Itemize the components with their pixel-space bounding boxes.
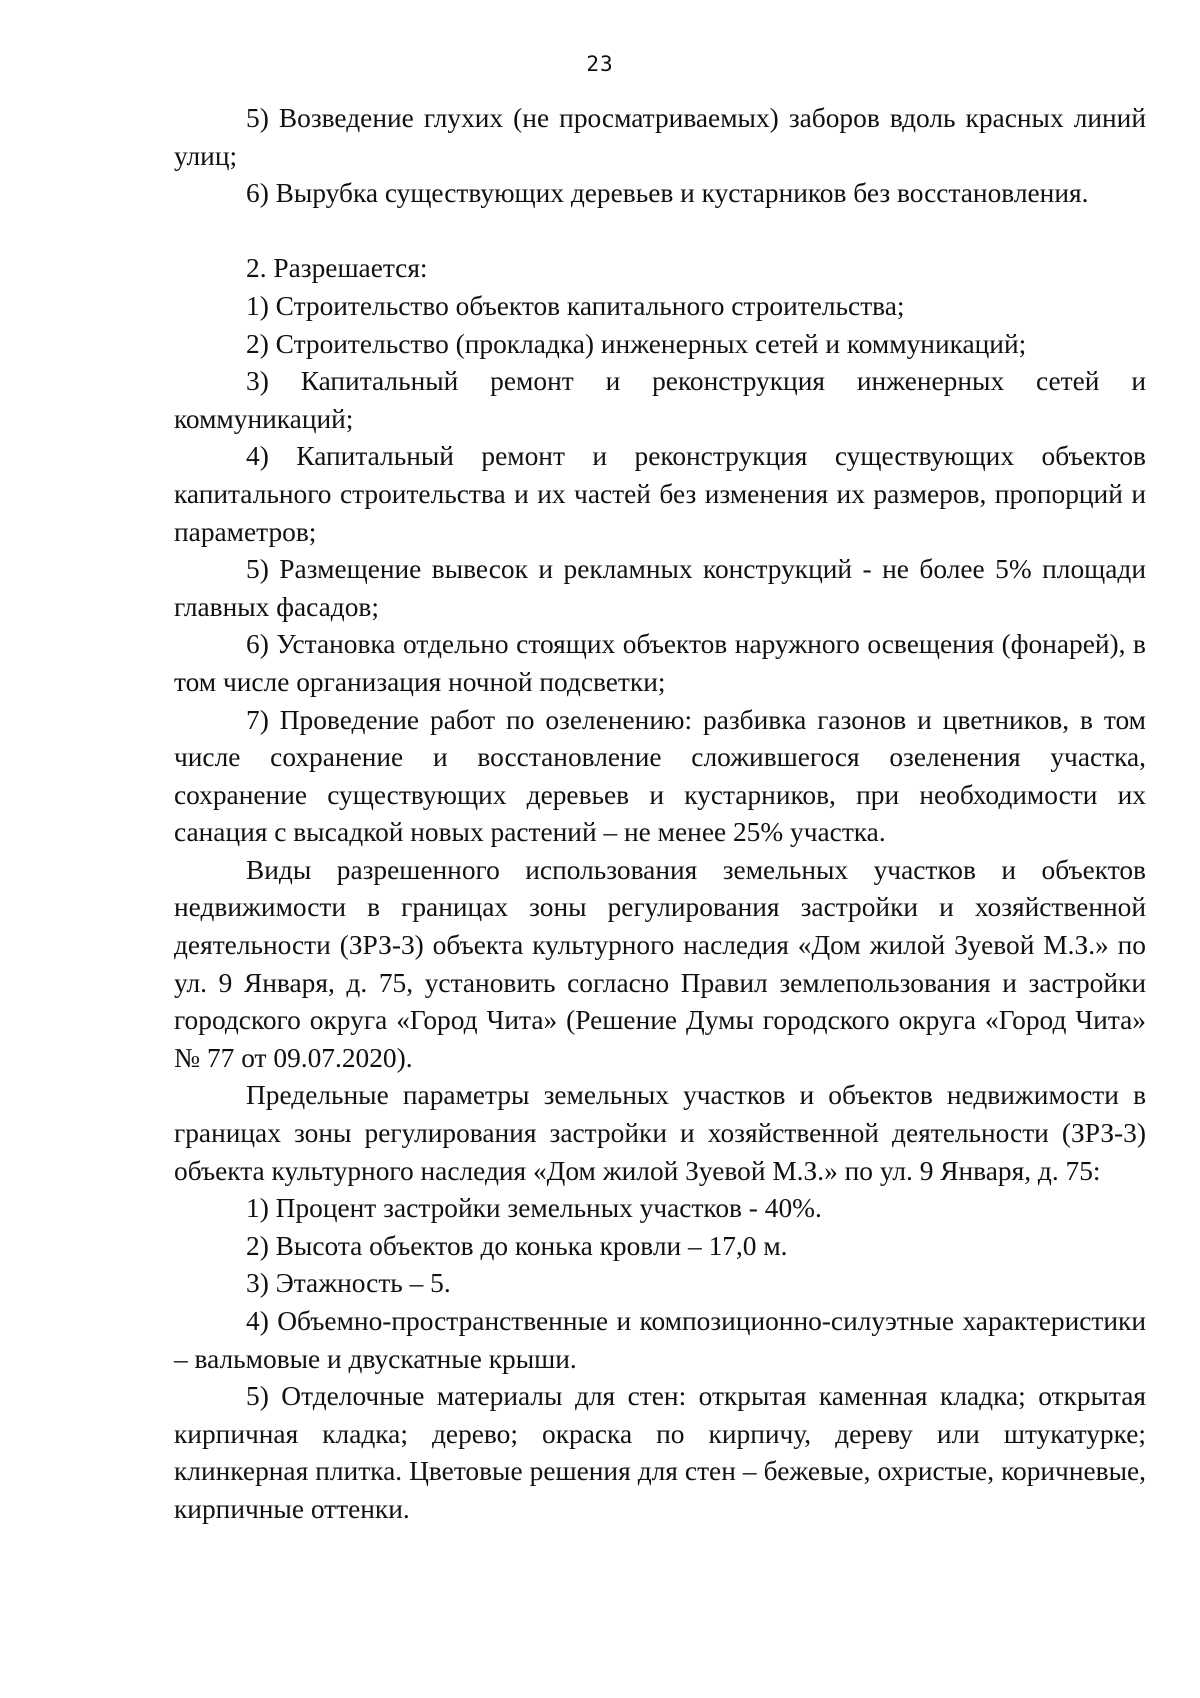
prohibited-item-5: 5) Возведение глухих (не просматриваемых) заборов вдоль красных линий улиц; xyxy=(174,103,1146,171)
parameter-item-1: 1) Процент застройки земельных участков - 40%. xyxy=(246,1193,822,1224)
parameter-item-5: 5) Отделочные материалы для стен: открытая каменная кладка; открытая кирпичная кладка; дерево; окраска по кирпичу, дереву или штукатурке; клинкерная плитка. Цветовые решения для стен – бежевые, охристые, коричневые, кирпичные оттенки. xyxy=(174,1381,1146,1524)
allowed-item-3: 3) Капитальный ремонт и реконструкция инженерных сетей и коммуникаций; xyxy=(174,366,1146,434)
parameter-item-2: 2) Высота объектов до конька кровли – 17,0 м. xyxy=(246,1230,788,1261)
parameter-item-4: 4) Объемно-пространственные и композиционно-силуэтные характеристики – вальмовые и двускатные крыши. xyxy=(174,1306,1146,1374)
parameter-item-3: 3) Этажность – 5. xyxy=(246,1268,451,1299)
allowed-item-6: 6) Установка отдельно стоящих объектов наружного освещения (фонарей), в том числе организация ночной подсветки; xyxy=(174,629,1146,697)
allowed-item-7: 7) Проведение работ по озеленению: разбивка газонов и цветников, в том числе сохранение и восстановление сложившегося озеленения участка, сохранение существующих деревьев и кустарников, при необходимости их санация с высадкой новых растений – не менее 25% участка. xyxy=(174,704,1146,848)
parameters-intro: Предельные параметры земельных участков и объектов недвижимости в границах зоны регулирования застройки и хозяйственной деятельности (ЗРЗ-3) объекта культурного наследия «Дом жилой Зуевой М.З.» по ул. 9 Января, д. 75: xyxy=(174,1080,1146,1186)
prohibited-item-6: 6) Вырубка существующих деревьев и кустарников без восстановления. xyxy=(246,178,1089,209)
allowed-item-4: 4) Капитальный ремонт и реконструкция существующих объектов капитального строительства и их частей без изменения их размеров, пропорций и параметров; xyxy=(174,441,1146,547)
land-use-paragraph: Виды разрешенного использования земельных участков и объектов недвижимости в границах зоны регулирования застройки и хозяйственной деятельности (ЗРЗ-3) объекта культурного наследия «Дом жилой Зуевой М.З.» по ул. 9 Января, д. 75, установить согласно Правил землепользования и застройки городского округа «Город Чита» (Решение Думы городского округа «Город Чита» № 77 от 09.07.2020). xyxy=(174,854,1146,1073)
allowed-heading: 2. Разрешается: xyxy=(246,253,428,284)
document-body xyxy=(174,100,1146,1529)
page-number: 23 xyxy=(586,52,614,76)
allowed-item-1: 1) Строительство объектов капитального строительства; xyxy=(246,290,905,321)
allowed-item-5: 5) Размещение вывесок и рекламных конструкций - не более 5% площади главных фасадов; xyxy=(174,554,1146,622)
allowed-item-2: 2) Строительство (прокладка) инженерных сетей и коммуникаций; xyxy=(246,328,1027,359)
